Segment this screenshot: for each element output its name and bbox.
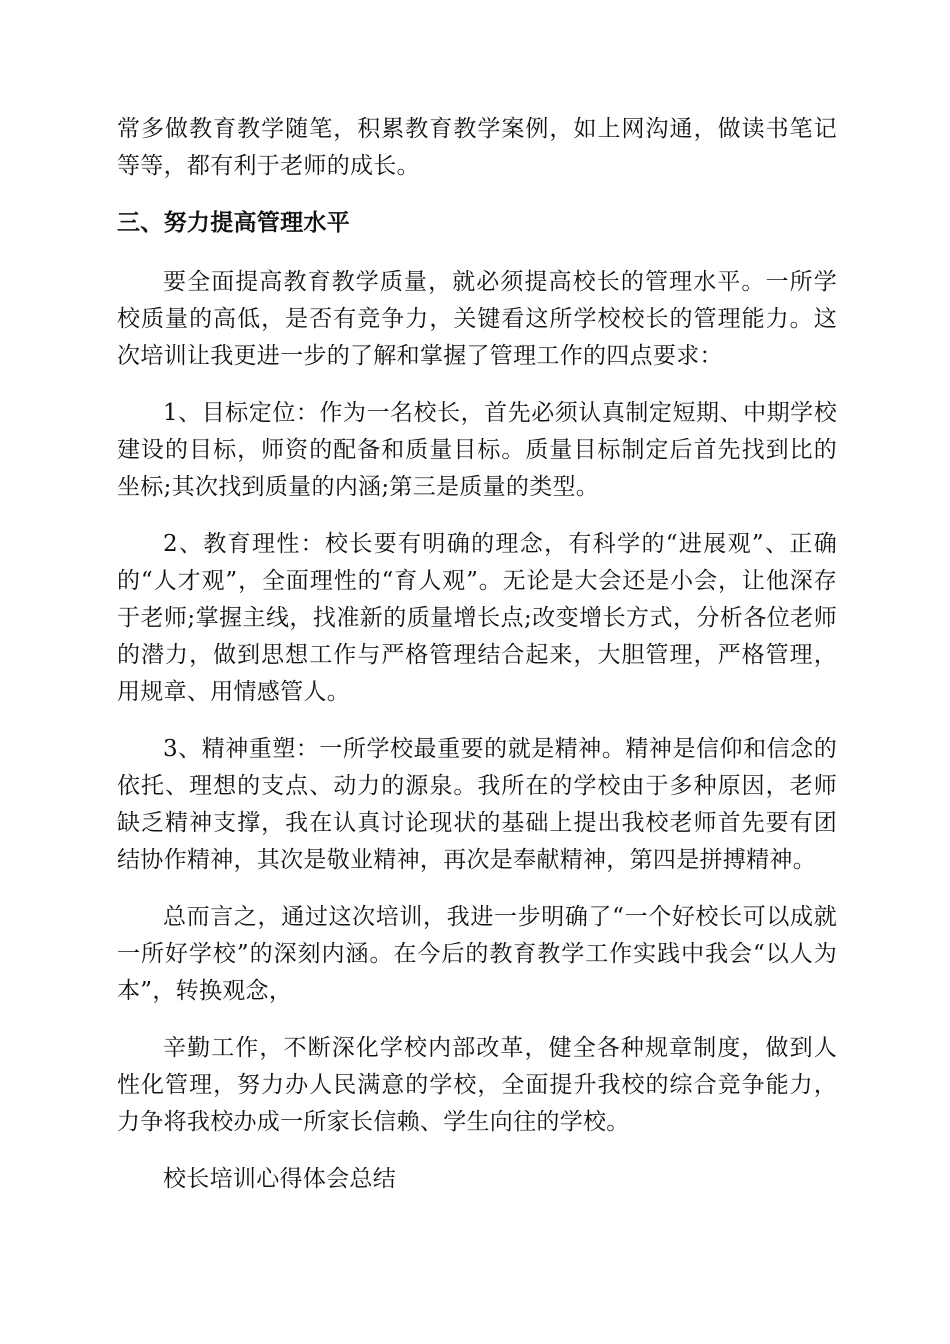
paragraph-next-title: 校长培训心得体会总结 <box>163 1166 396 1192</box>
paragraph-management-intro: 要全面提高教育教学质量，就必须提高校长的管理水平。一所学校质量的高低，是否有竞争力，关键看这所学校校长的管理能力。这次培训让我更进一步的了解和掌握了管理工作的四点要求： <box>117 269 837 369</box>
paragraph-continuation: 常多做教育教学随笔，积累教育教学案例，如上网沟通，做读书笔记等等，都有利于老师的成长。 <box>117 116 837 179</box>
paragraph-point-3: 3、精神重塑：一所学校最重要的就是精神。精神是信仰和信念的依托、理想的支点、动力的源泉。我所在的学校由于多种原因，老师缺乏精神支撑，我在认真讨论现状的基础上提出我校老师首先要有团结协作精神，其次是敬业精神，再次是奉献精神，第四是拼搏精神。 <box>117 736 837 873</box>
paragraph-summary: 总而言之，通过这次培训，我进一步明确了“一个好校长可以成就一所好学校”的深刻内涵。在今后的教育教学工作实践中我会“以人为本”，转换观念， <box>117 904 837 1004</box>
paragraph-closing: 辛勤工作，不断深化学校内部改革，健全各种规章制度，做到人性化管理，努力办人民满意的学校，全面提升我校的综合竞争能力，力争将我校办成一所家长信赖、学生向往的学校。 <box>117 1035 837 1135</box>
document-body <box>117 111 837 1218</box>
paragraph-point-1: 1、目标定位：作为一名校长，首先必须认真制定短期、中期学校建设的目标，师资的配备和质量目标。质量目标制定后首先找到比的坐标;其次找到质量的内涵;第三是质量的类型。 <box>117 400 837 500</box>
section-heading: 三、努力提高管理水平 <box>117 210 350 236</box>
paragraph-point-2: 2、教育理性：校长要有明确的理念，有科学的“进展观”、正确的“人才观”，全面理性的“育人观”。无论是大会还是小会，让他深存于老师;掌握主线，找准新的质量增长点;改变增长方式，分析各位老师的潜力，做到思想工作与严格管理结合起来，大胆管理，严格管理，用规章、用情感管人。 <box>117 531 837 705</box>
